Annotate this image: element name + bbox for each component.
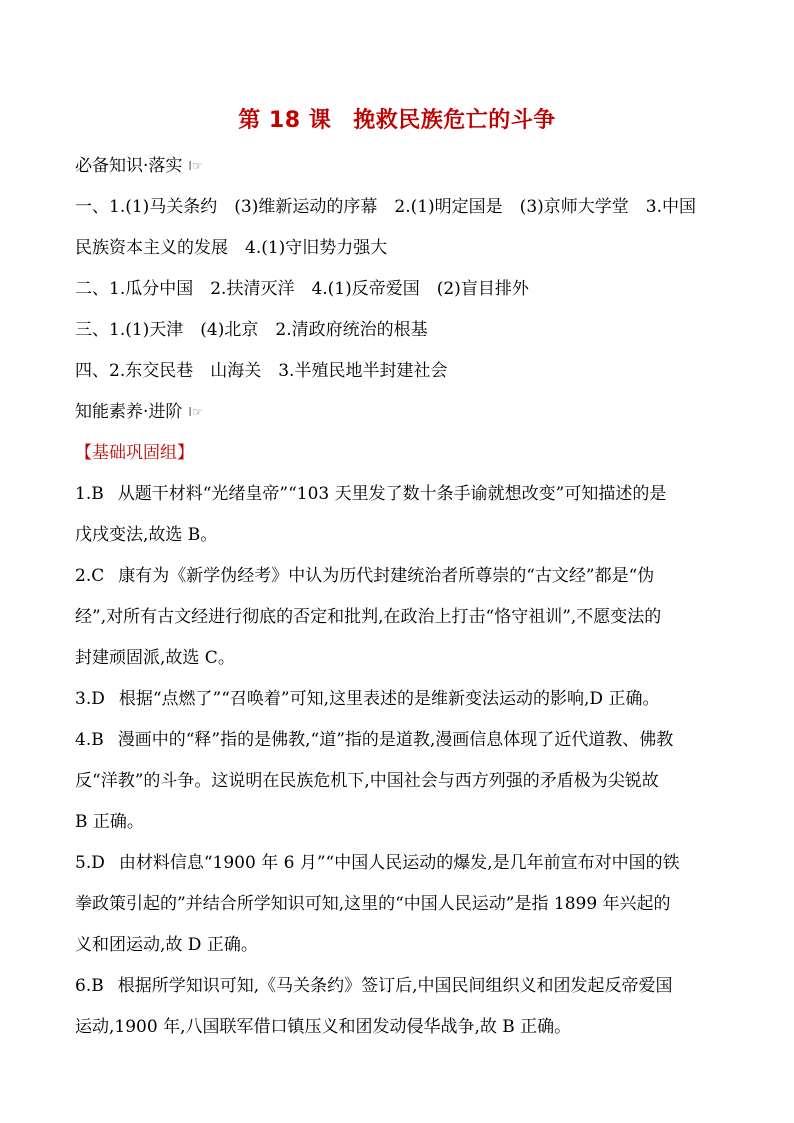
answer-text: 反“洋教”的斗争。这说明在民族危机下,中国社会与西方列强的矛盾极为尖锐故 <box>75 771 659 791</box>
question-number: 3.D <box>75 689 105 709</box>
answer-text: 义和团运动,故 D 正确。 <box>75 935 258 955</box>
question-answer <box>75 556 725 679</box>
pointer-icon: I☞ <box>188 405 203 419</box>
page-title <box>0 103 794 134</box>
answer-text: 根据所学知识可知,《马关条约》签订后,中国民间组织义和团发起反帝爱国 <box>117 976 673 996</box>
answer-text: 从题干材料“光绪皇帝”“103 天里发了数十条手谕就想改变”可知描述的是 <box>117 484 667 504</box>
lesson-number: 第 18 课 <box>238 108 332 133</box>
answer-text: 戊戌变法,故选 B。 <box>75 525 218 545</box>
question-answer <box>75 474 725 556</box>
answer-text: 康有为《新学伪经考》中认为历代封建统治者所尊崇的“古文经”都是“伪 <box>118 566 655 586</box>
answer-text: B 正确。 <box>75 812 144 832</box>
answer-text: 拳政策引起的”并结合所学知识可知,这里的“中国人民运动”是指 1899 年兴起的 <box>75 894 671 914</box>
answer-line: 民族资本主义的发展 4.(1)守旧势力强大 <box>75 238 388 258</box>
section-heading-practice <box>75 392 725 433</box>
answer-text: 由材料信息“1900 年 6 月”“中国人民运动的爆发,是几年前宣布对中国的铁 <box>118 853 680 873</box>
question-number: 2.C <box>75 566 105 586</box>
pointer-icon: I☞ <box>188 159 203 173</box>
answer-line: 四、2.东交民巷 山海关 3.半殖民地半封建社会 <box>75 361 448 381</box>
question-number: 4.B <box>75 730 104 750</box>
answer-text: 封建顽固派,故选 C。 <box>75 648 235 668</box>
question-answer <box>75 966 725 1048</box>
answer-text: 运动,1900 年,八国联军借口镇压义和团发动侵华战争,故 B 正确。 <box>75 1017 572 1037</box>
question-answer <box>75 843 725 966</box>
question-answer <box>75 720 725 843</box>
answer-text: 根据“点燃了”“召唤着”可知,这里表述的是维新变法运动的影响,D 正确。 <box>118 689 660 709</box>
answer-text: 经”,对所有古文经进行彻底的否定和批判,在政治上打击“恪守祖训”,不愿变法的 <box>75 607 662 627</box>
document-content <box>75 146 725 1048</box>
question-number: 6.B <box>75 976 104 996</box>
group-label: 【基础巩固组】 <box>75 443 194 463</box>
answer-text: 漫画中的“释”指的是佛教,“道”指的是道教,漫画信息体现了近代道教、佛教 <box>117 730 674 750</box>
answer-line: 一、1.(1)马关条约 (3)维新运动的序幕 2.(1)明定国是 (3)京师大学堂 3.中国 <box>75 197 696 217</box>
question-answer <box>75 679 725 720</box>
answer-line: 二、1.瓜分中国 2.扶清灭洋 4.(1)反帝爱国 (2)盲目排外 <box>75 279 529 299</box>
question-number: 1.B <box>75 484 104 504</box>
section-heading-text: 必备知识·落实 <box>75 156 183 176</box>
question-number: 5.D <box>75 853 105 873</box>
section-heading-knowledge <box>75 146 725 187</box>
answer-line: 三、1.(1)天津 (4)北京 2.清政府统治的根基 <box>75 320 428 340</box>
section-heading-text: 知能素养·进阶 <box>75 402 183 422</box>
lesson-name: 挽救民族危亡的斗争 <box>353 108 556 133</box>
